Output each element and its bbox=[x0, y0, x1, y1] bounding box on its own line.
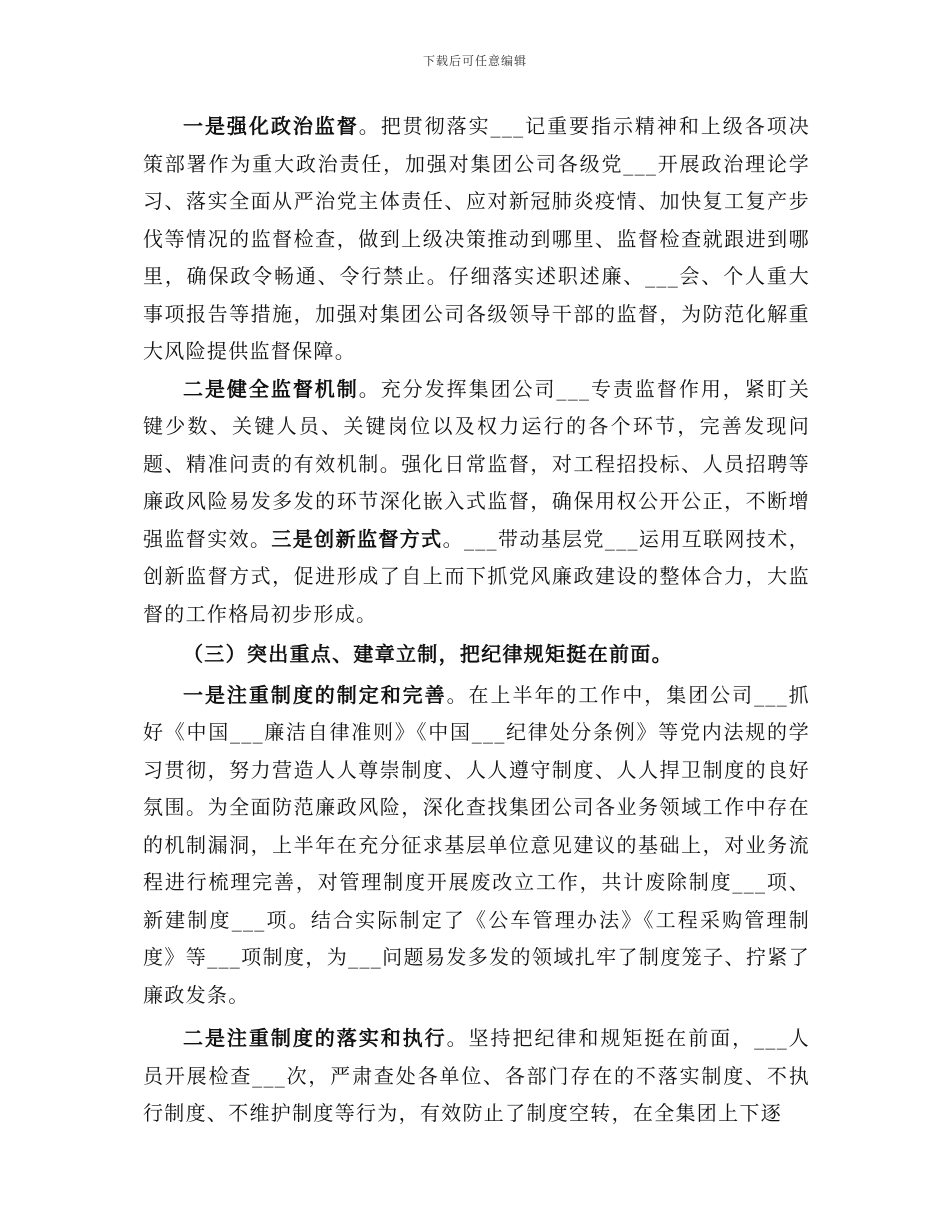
paragraph-body-secondary: 。___带动基层党___运用互联网技术，创新监督方式，促进形成了自上而下抓党风廉政建设的整体合力，大监督的工作格局初步形成。 bbox=[143, 526, 811, 626]
section-heading: （三）突出重点、建章立制，把纪律规矩挺在前面。 bbox=[183, 642, 673, 666]
paragraph-system-implementation bbox=[143, 1020, 810, 1133]
paragraph-body: 。把贯彻落实___记重要指示精神和上级各项决策部署作为重大政治责任，加强对集团公司各级党___开展政治理论学习、落实全面从严治党主体责任、应对新冠肺炎疫情、加快复工复产步伐等情况的监督检查，做到上级决策推动到哪里、监督检查就跟进到哪里，确保政令畅通、令行禁止。仔细落实述职述廉、___会、个人重大事项报告等措施，加强对集团公司各级领导干部的监督，为防范化解重大风险提供监督保障。 bbox=[143, 114, 810, 363]
paragraph-system-formulation bbox=[143, 677, 810, 1015]
paragraph-lead-secondary: 三是创新监督方式 bbox=[271, 526, 443, 551]
paragraph-body: 。在上半年的工作中，集团公司___抓好《中国___廉洁自律准则》《中国___纪律处分条例》等党内法规的学习贯彻，努力营造人人尊崇制度、人人遵守制度、人人捍卫制度的良好氛围。为全面防范廉政风险，深化查找集团公司各业务领域工作中存在的机制漏洞，上半年在充分征求基层单位意见建议的基础上，对业务流程进行梳理完善，对管理制度开展废改立工作，共计废除制度___项、新建制度___项。结合实际制定了《公车管理办法》《工程采购管理制度》等___项制度，为___问题易发多发的领域扎牢了制度笼子、拧紧了廉政发条。 bbox=[143, 682, 810, 1007]
paragraph-body: 。充分发挥集团公司___专责监督作用，紧盯关键少数、关键人员、关键岗位以及权力运行的各个环节，完善发现问题、精准问责的有效机制。强化日常监督，对工程招投标、人员招聘等廉政风险易发多发的环节深化嵌入式监督，确保用权公开公正，不断增强监督实效。 bbox=[143, 376, 810, 551]
paragraph-lead: 一是注重制度的制定和完善 bbox=[183, 682, 447, 707]
document-body bbox=[143, 108, 810, 1133]
paragraph-lead: 二是健全监督机制 bbox=[183, 376, 359, 401]
paragraph-lead: 二是注重制度的落实和执行 bbox=[183, 1026, 447, 1050]
paragraph-lead: 一是强化政治监督 bbox=[183, 114, 359, 138]
paragraph-political-supervision bbox=[143, 108, 810, 371]
page-header: 下载后可任意编辑 bbox=[422, 54, 527, 68]
paragraph-supervision-mechanism bbox=[143, 371, 810, 634]
paragraph-body: 。坚持把纪律和规矩挺在前面，___人员开展检查___次，严肃查处各单位、各部门存在的不落实制度、不执行制度、不维护制度等行为，有效防止了制度空转，在全集团上下逐 bbox=[143, 1026, 810, 1125]
